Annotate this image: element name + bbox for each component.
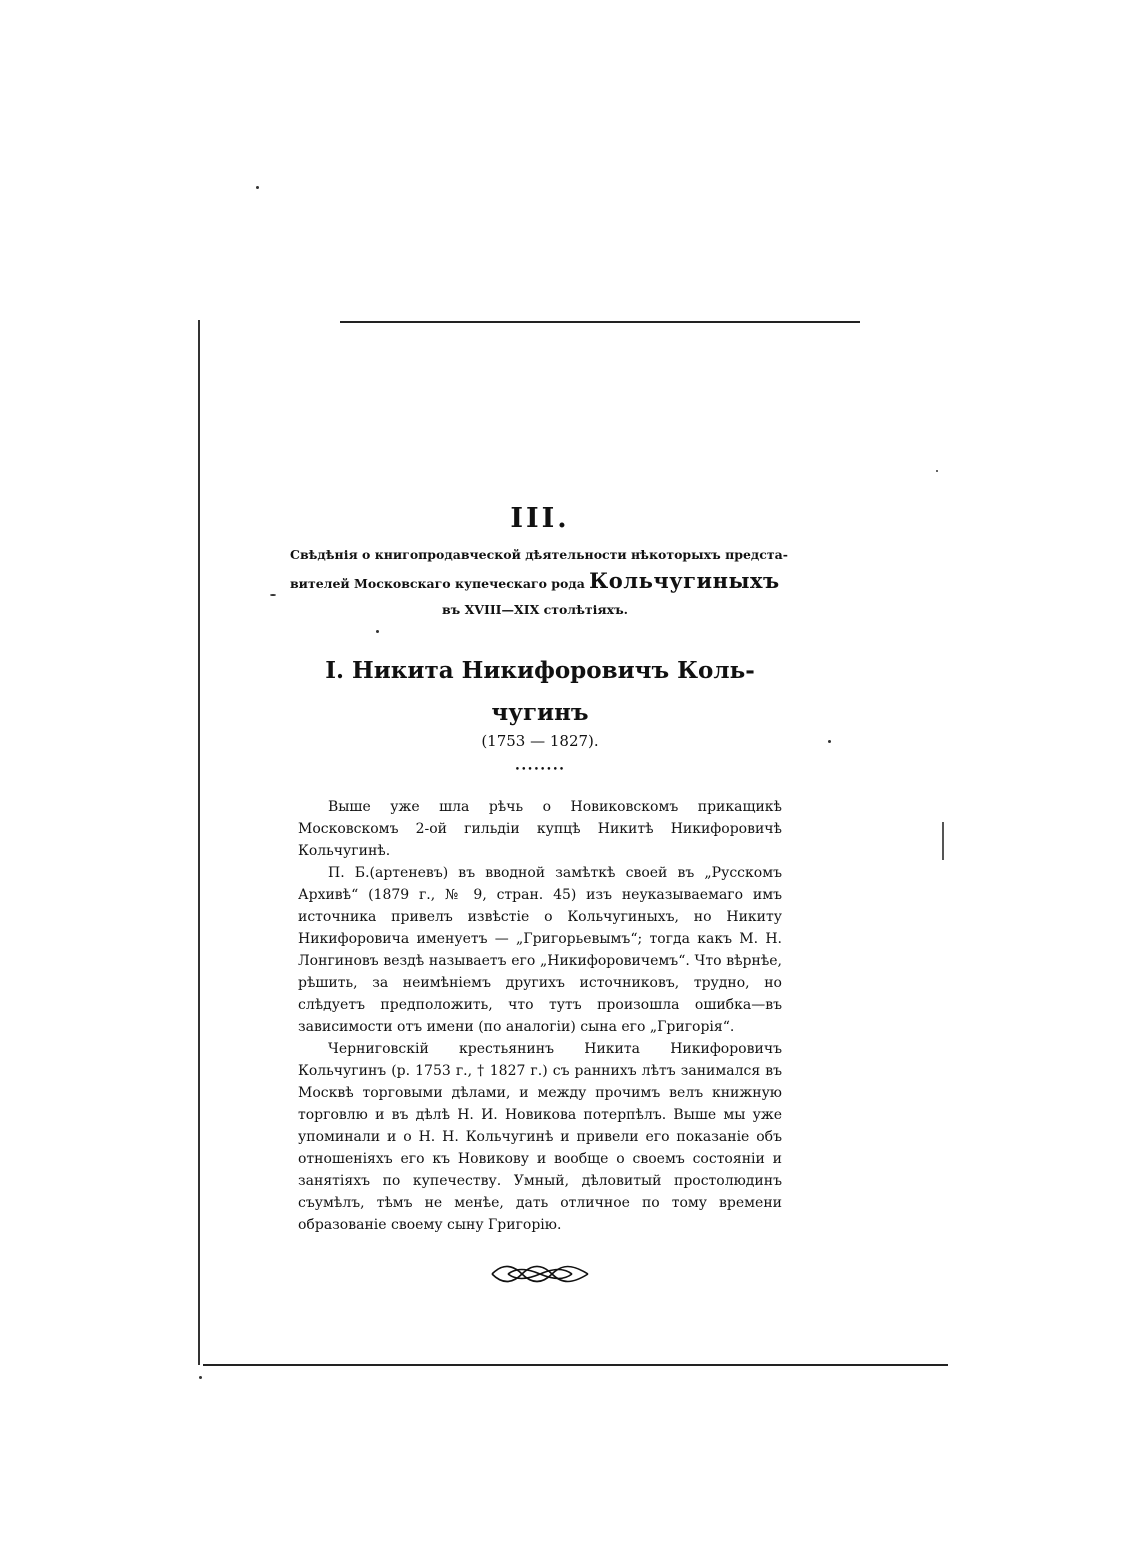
speck — [936, 470, 938, 472]
chapter-dates: (1753 — 1827). — [481, 732, 599, 750]
end-ornament — [490, 1262, 590, 1286]
paragraph-2: П. Б.(артеневъ) въ вводной замѣткѣ своей въ „Русскомъ Архивѣ“ (1879 г., № 9, стран. 45) изъ неуказываемаго имъ источника привелъ извѣстіе о Кольчугиныхъ, но Никиту Никифоровича именуетъ — „Григорьевымъ“; тогда какъ М. Н. Лонгиновъ вездѣ называетъ его „Никифоровичемъ“. Что вѣрнѣе, рѣшить, за неимѣніемъ другихъ источниковъ, трудно, но слѣдуетъ предположить, что тутъ произошла ошибка—въ зависимости отъ имени (по аналогіи) сына его „Григорія“. — [298, 865, 782, 1035]
speck — [270, 594, 276, 596]
small-ornament: •••••••• — [514, 765, 566, 775]
speck — [199, 1376, 202, 1379]
subtitle-line-1: Свѣдѣнія о книгопродавческой дѣятельности нѣкоторыхъ предста- — [290, 547, 788, 562]
speck — [828, 740, 831, 743]
chapter-title-line-1: I. Никита Никифоровичъ Коль- — [325, 657, 755, 684]
paragraph-3: Черниговскій крестьянинъ Никита Никифоровичъ Кольчугинъ (р. 1753 г., † 1827 г.) съ раннихъ лѣтъ занимался въ Москвѣ торговыми дѣлами, и между прочимъ велъ книжную торговлю и въ дѣлѣ Н. И. Новикова потерпѣлъ. Выше мы уже упоминали и о Н. Н. Кольчугинѣ и привели его показаніе объ отношеніяхъ его къ Новикову и вообще о своемъ состояніи и занятіяхъ по купечеству. Умный, дѣловитый простолюдинъ съумѣлъ, тѣмъ не менѣе, дать отличное по тому времени образованіе своему сыну Григорію. — [298, 1041, 782, 1233]
speck — [256, 186, 259, 189]
subtitle-line-3: въ XVIII—XIX столѣтіяхъ. — [441, 602, 629, 617]
chapter-title — [300, 650, 780, 734]
body-text — [298, 796, 782, 1236]
left-rule — [198, 320, 200, 1365]
speck — [376, 630, 379, 633]
right-margin-mark — [942, 822, 944, 860]
top-rule — [340, 321, 860, 323]
section-subtitle — [290, 542, 800, 623]
section-roman-numeral: III. — [510, 503, 570, 534]
subtitle-line-2 — [290, 568, 800, 597]
paragraph-1: Выше уже шла рѣчь о Новиковскомъ прикащикѣ Московскомъ 2-ой гильдіи купцѣ Никитѣ Никифоровичѣ Кольчугинѣ. — [298, 799, 782, 859]
chapter-title-line-2: чугинъ — [491, 699, 589, 726]
family-name: Кольчугиныхъ — [589, 568, 780, 593]
bottom-rule — [203, 1364, 948, 1366]
subtitle-line-2-prefix: вителей Московскаго купеческаго рода — [290, 576, 585, 591]
